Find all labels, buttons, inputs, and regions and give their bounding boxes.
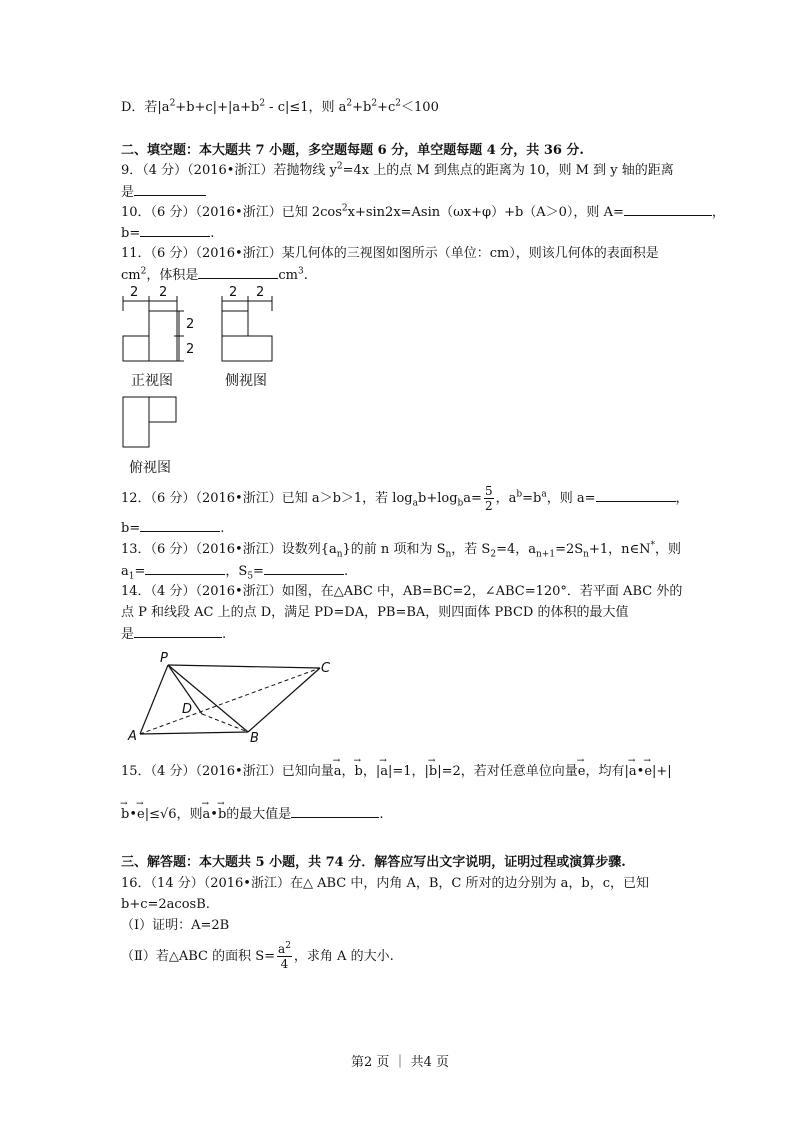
vertex-label-B: B	[250, 731, 259, 746]
question-9-line1: 9．（4 分）（2016•浙江）若抛物线 $y^2=4x$ 上的点 M 到焦点的距离为 10，则 M 到 y 轴的距离	[121, 161, 674, 178]
question-10-line2: b= .	[121, 226, 215, 241]
vertex-label-D: D	[182, 702, 193, 717]
dim-label: 2	[256, 285, 265, 300]
question-15-line2: → b•→ e|≤√6，则→ a•→ b的最大值是 .	[121, 805, 383, 823]
edge-PB	[168, 665, 248, 732]
vertex-label-P: P	[160, 651, 168, 666]
question-16-line1: 16．（14 分）（2016•浙江）在△ ABC 中，内角 A，B，C 所对的边分别为 a，b，c，已知	[121, 876, 649, 891]
side-view-block-top	[222, 311, 248, 336]
edge-AC-hidden	[140, 668, 320, 734]
question-13-line1: 13．（6 分）（2016•浙江）设数列$\{a_n\}$的前 n 项和为 $S_n$，若 $S_2=4$，$a_{n+1}=2S_n+1$，n∈N*，则	[121, 540, 681, 560]
question-12-line1: 12．（6 分）（2016•浙江）已知 a＞b＞1，若 $\log_ab+\log_ba=$ $\frac{5}{2}$ ，$a^b=b^a$，则 a= ，	[121, 484, 689, 513]
side-view-caption: 侧视图	[225, 373, 267, 389]
answer-blank	[596, 489, 676, 502]
question-13-line2: $a_1=$ ，$S_5=$ .	[121, 564, 349, 582]
vertex-label-A: A	[128, 729, 137, 744]
question-16-part2: （Ⅱ）若△ABC 的面积 S= $\frac{a^2}{4}$ ，求角 A 的大小.	[121, 941, 394, 971]
answer-blank	[134, 183, 206, 196]
question-10-line1: 10．（6 分）（2016•浙江）已知 $2\cos^2x+\sin 2x=Asin(\omega x+\varphi)+b(A>0)$，则 A= ，	[121, 203, 725, 220]
fraction-a2-4: $\frac{a^2}{4}$	[278, 941, 291, 971]
answer-blank	[264, 562, 344, 575]
answer-blank	[291, 805, 379, 818]
fraction-5-2: $\frac{5}{2}$	[484, 484, 493, 513]
question-16-part1: （Ⅰ）证明：A=2B	[121, 918, 230, 933]
top-view-block-left	[123, 397, 149, 447]
dim-label: 2	[186, 342, 195, 357]
answer-blank	[140, 224, 210, 237]
vertex-label-C: C	[321, 661, 331, 676]
question-11-line1: 11．（6 分）（2016•浙江）某几何体的三视图如图所示（单位：cm），则该几何体的表面积是	[121, 246, 659, 261]
dim-label: 2	[229, 285, 238, 300]
question-12-line2: b= .	[121, 521, 225, 536]
question-16-line2: b+c=2acosB.	[121, 897, 210, 912]
question-14-line3: 是 .	[121, 627, 227, 642]
front-view-caption: 正视图	[131, 373, 173, 389]
edge-BC	[248, 668, 320, 732]
question-11-line2: $cm^2$，体积是 $cm^3$.	[121, 266, 308, 283]
front-view-block-right	[149, 311, 177, 361]
dim-label: 2	[186, 317, 195, 332]
page-footer: 第2 页 ｜ 共4 页	[350, 1055, 450, 1070]
option-d: D．若$|a^2+b+c|+|a+b^2 - c|\le 1$，则 $a^2+b^2+c^2<100$	[121, 98, 439, 115]
question-14-line1: 14．（4 分）（2016•浙江）如图，在△ABC 中，AB=BC=2，∠ABC=120°．若平面 ABC 外的	[121, 584, 683, 599]
dim-label: 2	[159, 285, 168, 300]
dim-label: 2	[130, 285, 139, 300]
top-view-caption: 俯视图	[129, 460, 171, 476]
side-view-block-bottom	[222, 336, 272, 361]
question-15-line1: 15．（4 分）（2016•浙江）已知向量→ a，→ b，|→ a|=1，|→ b|=2，若对任意单位向量→ e，均有|→ a•→ e|+|	[121, 763, 672, 780]
question-9-line2: 是	[121, 183, 206, 201]
top-view-block-right	[149, 397, 176, 422]
edge-PC	[168, 665, 320, 668]
answer-blank	[198, 266, 278, 279]
front-view-block-left	[123, 336, 149, 361]
answer-blank	[140, 519, 220, 532]
answer-blank	[624, 203, 712, 216]
section-heading-solutions: 三、解答题：本大题共 5 小题，共 74 分．解答应写出文字说明，证明过程或演算步骤.	[121, 855, 626, 870]
answer-blank	[145, 562, 225, 575]
section-heading-fill-in: 二、填空题：本大题共 7 小题，多空题每题 6 分，单空题每题 4 分，共 36 分.	[121, 143, 584, 158]
edge-PA	[140, 665, 168, 734]
question-14-line2: 点 P 和线段 AC 上的点 D，满足 PD=DA，PB=BA，则四面体 PBCD 的体积的最大值	[121, 605, 629, 620]
three-view-figure	[115, 284, 285, 479]
edge-DB-hidden	[202, 714, 248, 732]
answer-blank	[134, 625, 222, 638]
tetrahedron-figure	[120, 650, 350, 750]
edge-AB	[140, 732, 248, 734]
